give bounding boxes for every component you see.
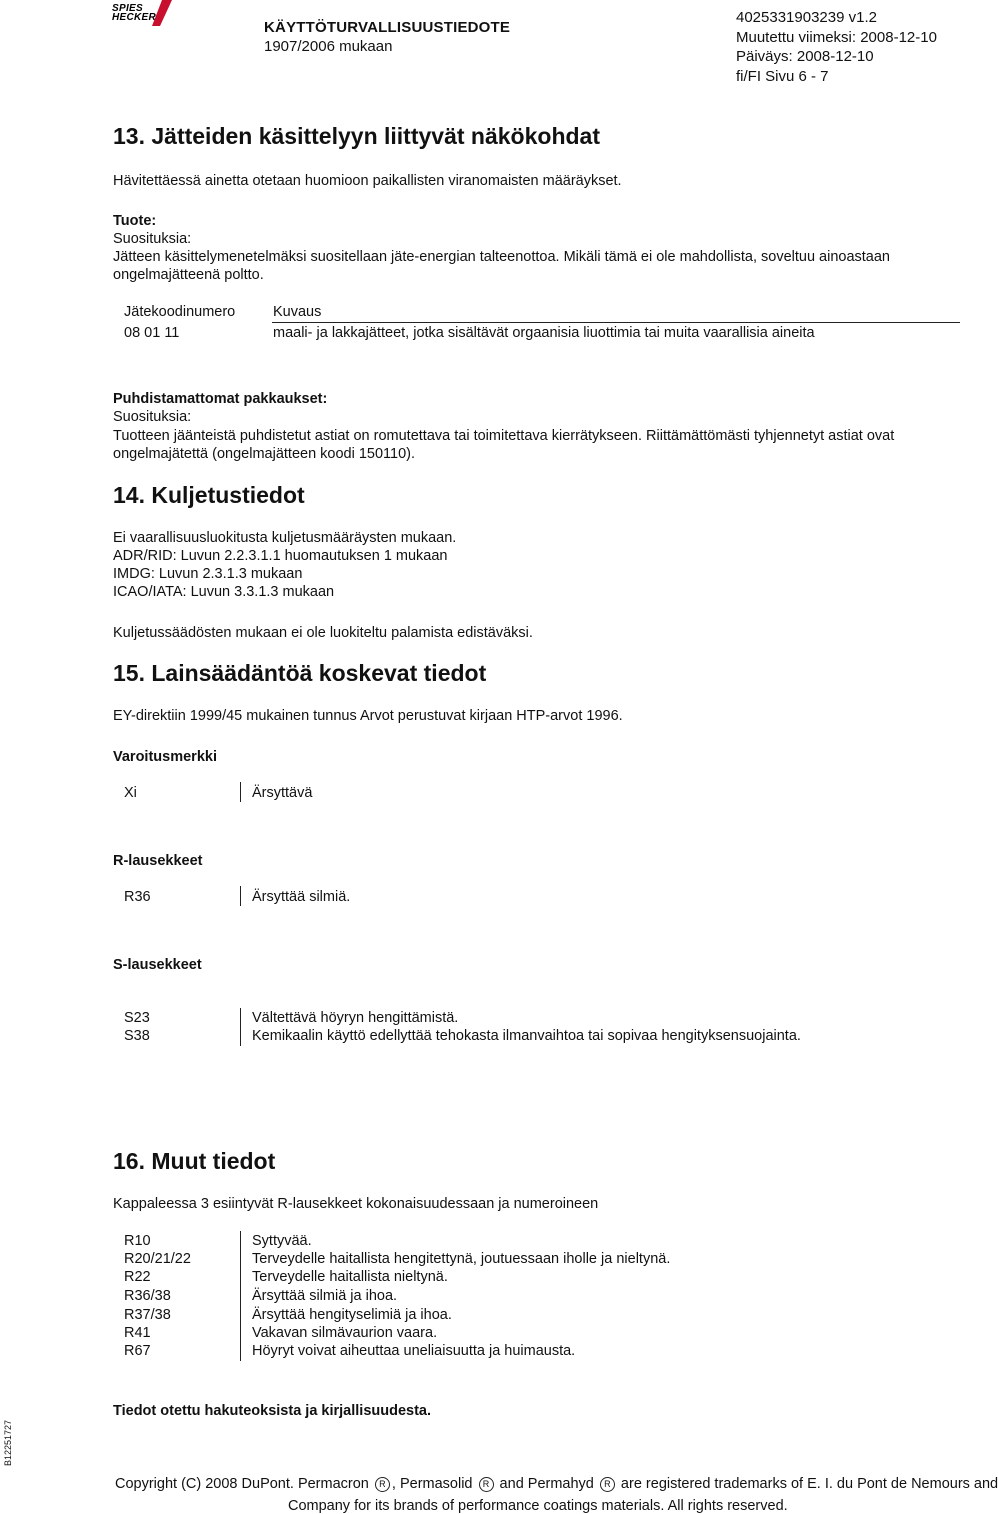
logo-text-line1: SPIES bbox=[112, 3, 143, 14]
s14-line: IMDG: Luvun 2.3.1.3 mukaan bbox=[113, 566, 303, 582]
section-15-title: 15. Lainsäädäntöä koskevat tiedot bbox=[113, 660, 487, 686]
column-divider bbox=[240, 1008, 241, 1046]
column-divider bbox=[240, 1231, 241, 1361]
s15-intro: EY-direktiin 1999/45 mukainen tunnus Arvot perustuvat kirjaan HTP-arvot 1996. bbox=[113, 708, 623, 724]
s14-line: ICAO/IATA: Luvun 3.3.1.3 mukaan bbox=[113, 584, 335, 600]
warning-symbol-label: Varoitusmerkki bbox=[113, 749, 217, 765]
copyright-text: Copyright (C) 2008 DuPont. Permacron bbox=[115, 1476, 369, 1492]
company-logo bbox=[112, 2, 172, 34]
s13-product-text-2: ongelmajätteenä poltto. bbox=[113, 267, 264, 283]
copyright-text: , Permasolid bbox=[391, 1476, 473, 1492]
copyright-text: and Permahyd bbox=[495, 1476, 594, 1492]
r-list-text: Syttyvää. bbox=[252, 1233, 312, 1249]
warning-symbol-code: Xi bbox=[124, 785, 137, 801]
document-title: KÄYTTÖTURVALLISUUSTIEDOTE bbox=[264, 19, 511, 36]
s13-packaging-text-1: Tuotteen jäänteistä puhdistetut astiat on romutettava tai toimitettava kierrätykseen. Riittämättömästi tyhjennetyt astiat ovat bbox=[113, 428, 895, 444]
registered-mark-icon: R bbox=[600, 1477, 615, 1492]
r-list-code: R37/38 bbox=[124, 1307, 171, 1323]
page-number: fi/FI Sivu 6 - 7 bbox=[736, 67, 829, 85]
r-phrases-label: R-lausekkeet bbox=[113, 853, 203, 869]
s14-note: Kuljetussäädösten mukaan ei ole luokiteltu palamista edistäväksi. bbox=[113, 625, 533, 641]
copyright-line-1 bbox=[115, 1476, 998, 1492]
s-phrase-code: S38 bbox=[124, 1028, 150, 1044]
logo-text-line2: HECKER bbox=[112, 12, 157, 23]
logo-slash-icon bbox=[154, 0, 172, 26]
waste-description: maali- ja lakkajätteet, jotka sisältävät orgaanisia liuottimia tai muita vaarallisia aineita bbox=[273, 325, 815, 341]
document-meta bbox=[736, 8, 937, 86]
r-list-text: Ärsyttää silmiä ja ihoa. bbox=[252, 1288, 398, 1304]
waste-table-header-rule bbox=[272, 322, 960, 323]
r-list-code: R67 bbox=[124, 1343, 151, 1359]
document-subtitle: 1907/2006 mukaan bbox=[264, 38, 393, 55]
waste-table-col-code: Jätekoodinumero bbox=[124, 304, 236, 320]
s13-intro: Hävitettäessä ainetta otetaan huomioon paikallisten viranomaisten määräykset. bbox=[113, 173, 622, 189]
registered-mark-icon: R bbox=[375, 1477, 390, 1492]
r-list-code: R22 bbox=[124, 1269, 151, 1285]
s13-product-text-1: Jätteen käsittelymenetelmäksi suositellaan jäte-energian talteenottoa. Mikäli tämä ei ole mahdollista, soveltuu ainoastaan bbox=[113, 249, 890, 265]
waste-table-col-desc: Kuvaus bbox=[273, 304, 322, 320]
r-list-code: R36/38 bbox=[124, 1288, 171, 1304]
column-divider bbox=[240, 782, 241, 802]
section-16-title: 16. Muut tiedot bbox=[113, 1148, 276, 1174]
s16-intro: Kappaleessa 3 esiintyvät R-lausekkeet kokonaisuudessaan ja numeroineen bbox=[113, 1196, 599, 1212]
s16-source-note: Tiedot otettu hakuteoksista ja kirjallisuudesta. bbox=[113, 1403, 432, 1419]
s-phrase-text: Vältettävä höyryn hengittämistä. bbox=[252, 1010, 459, 1026]
side-document-code: B12251727 bbox=[3, 1419, 13, 1466]
column-divider bbox=[240, 886, 241, 906]
s13-product-label: Tuote: bbox=[113, 213, 157, 229]
s13-packaging-label: Puhdistamattomat pakkaukset: bbox=[113, 391, 328, 407]
s-phrase-text: Kemikaalin käyttö edellyttää tehokasta ilmanvaihtoa tai sopivaa hengityksensuojainta. bbox=[252, 1028, 801, 1044]
s14-line: Ei vaarallisuusluokitusta kuljetusmääräysten mukaan. bbox=[113, 530, 457, 546]
s-phrases-label: S-lausekkeet bbox=[113, 957, 202, 973]
r-list-text: Vakavan silmävaurion vaara. bbox=[252, 1325, 438, 1341]
modified-date: Muutettu viimeksi: 2008-12-10 bbox=[736, 28, 937, 46]
r-phrase-text: Ärsyttää silmiä. bbox=[252, 889, 351, 905]
s14-line: ADR/RID: Luvun 2.2.3.1.1 huomautuksen 1 mukaan bbox=[113, 548, 448, 564]
r-phrase-code: R36 bbox=[124, 889, 151, 905]
r-list-code: R20/21/22 bbox=[124, 1251, 191, 1267]
doc-id: 4025331903239 v1.2 bbox=[736, 9, 877, 26]
s13-recommend-label: Suosituksia: bbox=[113, 231, 192, 247]
r-list-code: R41 bbox=[124, 1325, 151, 1341]
r-list-text: Ärsyttää hengityselimiä ja ihoa. bbox=[252, 1307, 452, 1323]
waste-code: 08 01 11 bbox=[124, 325, 180, 341]
warning-symbol-text: Ärsyttävä bbox=[252, 785, 313, 801]
r-list-text: Terveydelle haitallista hengitettynä, joutuessaan iholle ja nieltynä. bbox=[252, 1251, 671, 1267]
registered-mark-icon: R bbox=[479, 1477, 494, 1492]
r-list-text: Höyryt voivat aiheuttaa uneliaisuutta ja huimausta. bbox=[252, 1343, 576, 1359]
r-list-code: R10 bbox=[124, 1233, 151, 1249]
s13-packaging-recommend: Suosituksia: bbox=[113, 409, 192, 425]
section-14-title: 14. Kuljetustiedot bbox=[113, 482, 305, 508]
section-13-title: 13. Jätteiden käsittelyyn liittyvät näkökohdat bbox=[113, 123, 600, 149]
s13-packaging-text-2: ongelmajätettä (ongelmajätteen koodi 150110). bbox=[113, 446, 416, 462]
s-phrase-code: S23 bbox=[124, 1010, 150, 1026]
copyright-text: are registered trademarks of E. I. du Pont de Nemours and bbox=[616, 1476, 998, 1492]
issue-date: Päiväys: 2008-12-10 bbox=[736, 48, 874, 65]
r-list-text: Terveydelle haitallista nieltynä. bbox=[252, 1269, 448, 1285]
copyright-line-2: Company for its brands of performance coatings materials. All rights reserved. bbox=[288, 1498, 788, 1514]
